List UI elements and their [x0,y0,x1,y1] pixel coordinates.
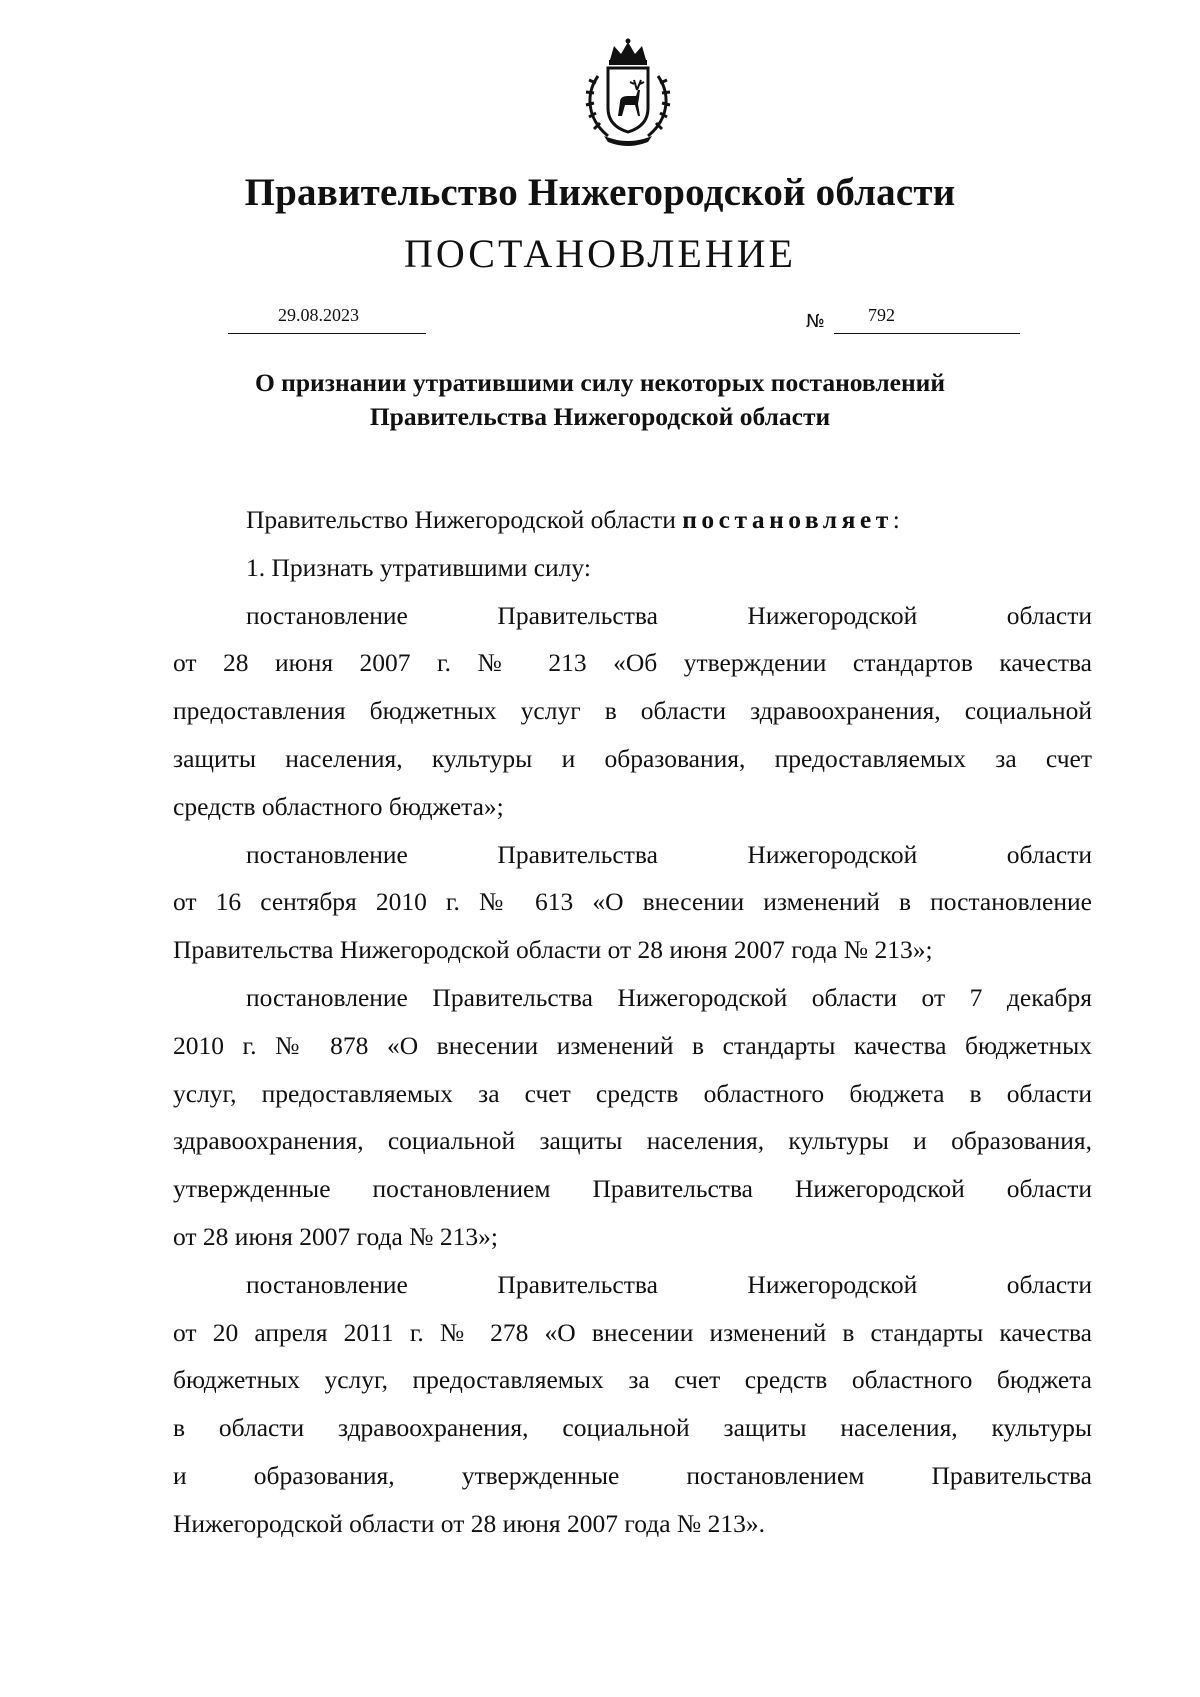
paragraph-line: Правительства Нижегородской области от 28 июня 2007 года № 213»; [173,935,933,965]
paragraph-line: от 20 апреля 2011 г. № 278 «О внесении изменений в стандарты качества [173,1317,1092,1347]
date-field [228,305,426,334]
paragraph-line: 2010 г. № 878 «О внесении изменений в стандарты качества бюджетных [173,1030,1092,1060]
preamble-verb: постановляет [682,505,893,534]
paragraph-line: постановление Правительства Нижегородской области от 7 декабря [246,982,1092,1012]
number-sign: № [806,311,825,332]
paragraph-line: Нижегородской области от 28 июня 2007 года № 213». [173,1508,765,1538]
nizhny-novgorod-coat-of-arms-icon [568,38,688,148]
paragraph-line: постановление Правительства Нижегородской области [246,839,1092,869]
paragraph-line: средств областного бюджета»; [173,791,504,821]
paragraph-line: от 28 июня 2007 г. № 213 «Об утверждении стандартов качества [173,648,1092,678]
paragraph-line: постановление Правительства Нижегородской области [246,600,1092,630]
preamble-text: Правительство Нижегородской области [246,505,676,534]
paragraph-line: постановление Правительства Нижегородской области [246,1269,1092,1299]
paragraph-line: и образования, утвержденные постановлением Правительства [173,1460,1092,1490]
paragraph-line: в области здравоохранения, социальной защиты населения, культуры [173,1413,1092,1443]
document-type: ПОСТАНОВЛЕНИЕ [404,231,796,276]
paragraph-line: защиты населения, культуры и образования, предоставляемых за счет [173,743,1092,773]
paragraph-line: услуг, предоставляемых за счет средств областного бюджета в области [173,1078,1092,1108]
preamble-end: : [892,505,900,534]
document-date: 29.08.2023 [278,305,359,325]
subject-line: Правительства Нижегородской области [369,402,831,431]
number-field [834,305,1020,334]
document-number: 792 [868,305,895,325]
paragraph-line: от 28 июня 2007 года № 213»; [173,1221,498,1251]
item-1: 1. Признать утратившими силу: [246,552,591,582]
subject-line: О признании утратившими силу некоторых постановлений [254,368,946,397]
paragraph-line: от 16 сентября 2010 г. № 613 «О внесении изменений в постановление [173,887,1092,917]
paragraph-line: предоставления бюджетных услуг в области здравоохранения, социальной [173,696,1092,726]
paragraph-line: бюджетных услуг, предоставляемых за счет средств областного бюджета [173,1365,1092,1395]
government-title: Правительство Нижегородской области [244,171,956,214]
preamble [173,496,1092,544]
document-body [173,496,1092,1548]
paragraph-line: утвержденные постановлением Правительства Нижегородской области [173,1174,1092,1204]
paragraph-line: здравоохранения, социальной защиты населения, культуры и образования, [173,1126,1092,1156]
document-subject [0,366,1200,434]
